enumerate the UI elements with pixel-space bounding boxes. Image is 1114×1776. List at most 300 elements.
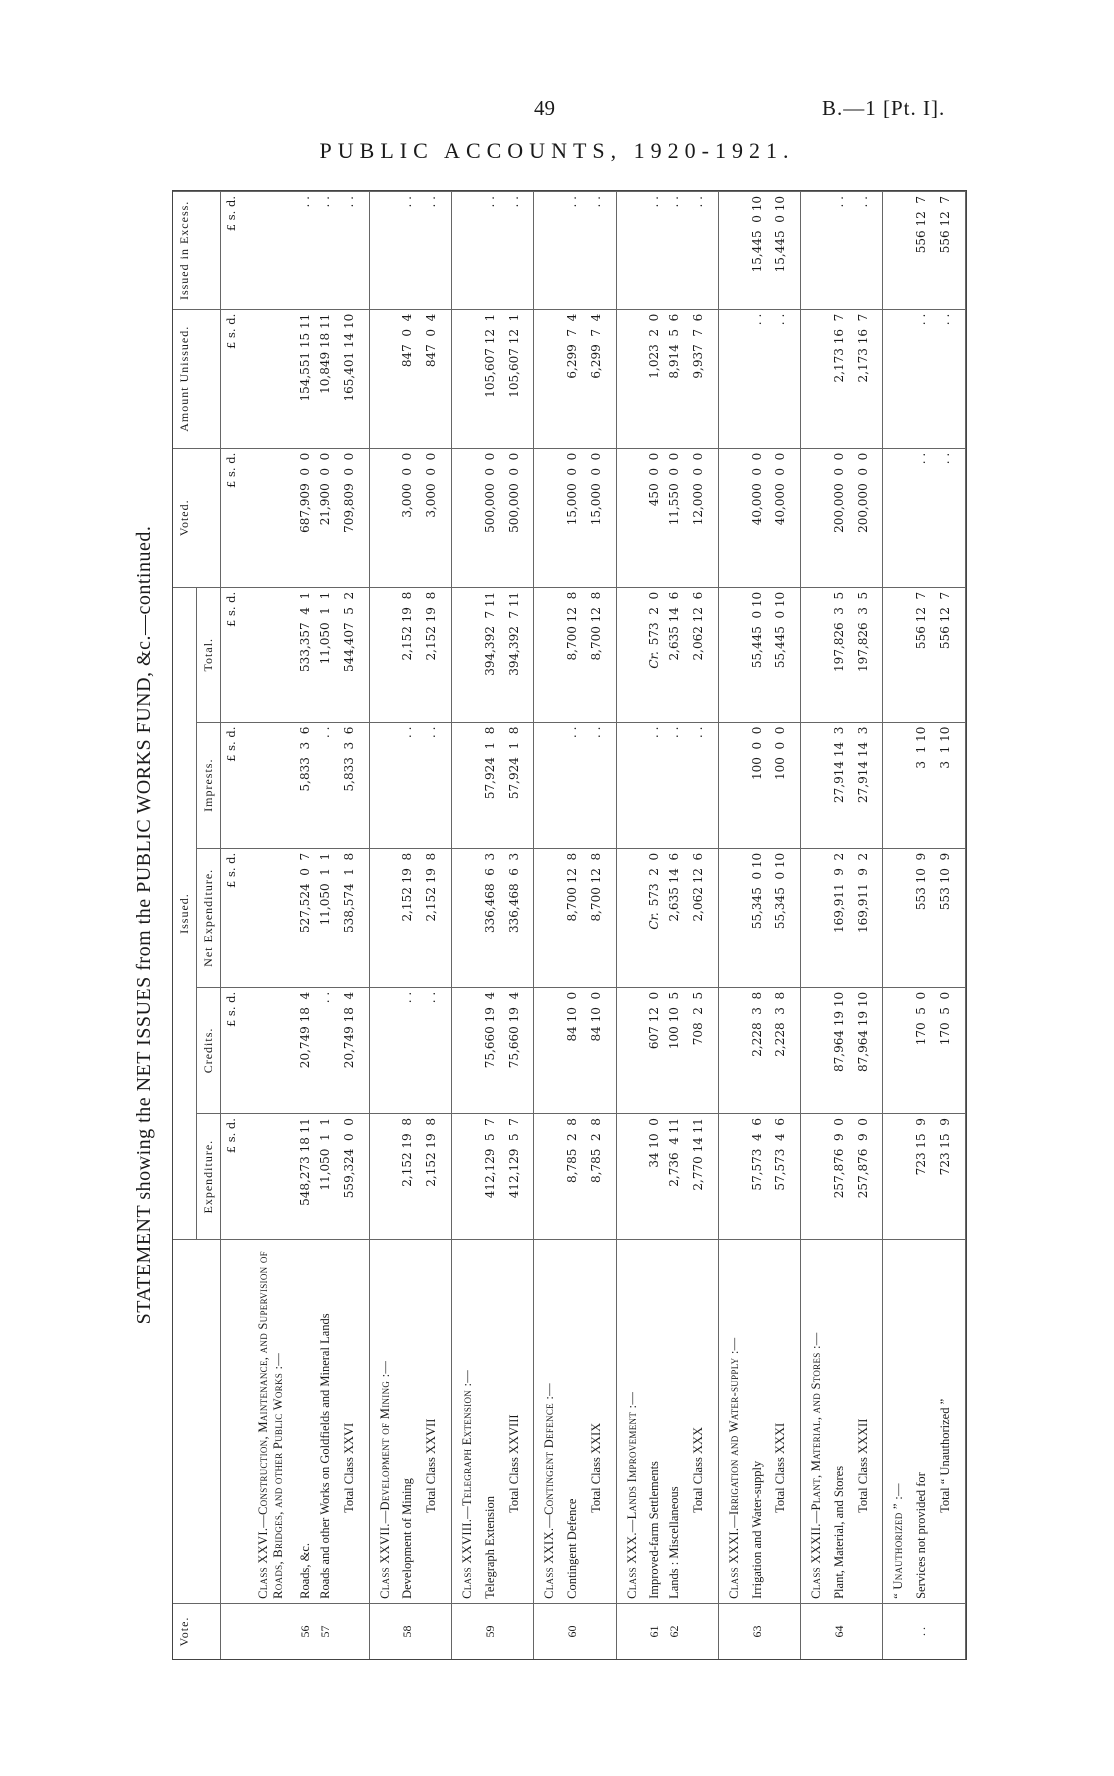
amount-net — [801, 848, 832, 987]
amount-exp — [420, 1114, 451, 1240]
vote-row — [298, 192, 318, 1660]
amount-voted — [769, 448, 800, 587]
amount-net — [832, 848, 852, 987]
amount-value: . . — [855, 196, 870, 208]
amount-value: 75,660 19 4 — [482, 991, 497, 1069]
unit-label: £ s. d. — [221, 192, 248, 310]
amount-imp — [647, 722, 667, 848]
amount-net — [503, 848, 534, 987]
amount-value: . . — [318, 991, 333, 1004]
amount-unissued — [503, 309, 534, 448]
amount-excess — [934, 192, 965, 310]
amount-tot — [420, 587, 451, 722]
amount-excess — [503, 192, 534, 310]
vote-number: 58 — [400, 1603, 420, 1659]
amount-net — [883, 848, 914, 987]
amount-imp — [318, 722, 338, 848]
amount-voted — [400, 448, 420, 587]
amount-exp — [667, 1114, 687, 1240]
row-description: Improved-farm Settlements — [647, 1240, 667, 1604]
amount-value: 8,785 2 8 — [588, 1118, 603, 1183]
amount-excess — [452, 192, 483, 310]
header-net-expenditure: Net Expenditure. — [197, 848, 221, 987]
amount-value: . . — [506, 196, 521, 208]
amount-value: 544,407 5 2 — [341, 591, 356, 672]
amount-exp — [338, 1114, 369, 1240]
amount-net — [565, 848, 585, 987]
amount-value: . . — [341, 196, 356, 208]
amount-excess — [585, 192, 616, 310]
vote-number — [616, 1603, 647, 1659]
vote-number — [801, 1603, 832, 1659]
class-total-row — [934, 192, 965, 1660]
amount-value: . . — [400, 196, 415, 208]
amount-net — [750, 848, 770, 987]
amount-value: 57,924 1 8 — [506, 726, 521, 800]
amount-imp — [934, 722, 965, 848]
amount-excess — [801, 192, 832, 310]
amount-value: 709,809 0 0 — [341, 452, 356, 533]
vote-number — [769, 1603, 800, 1659]
vote-number — [503, 1603, 534, 1659]
amount-value: 607 12 0 — [647, 991, 662, 1050]
amount-exp — [534, 1114, 565, 1240]
amount-exp — [750, 1114, 770, 1240]
amount-voted — [298, 448, 318, 587]
class-heading-row — [452, 192, 483, 1660]
amount-value: 11,050 1 1 — [318, 852, 333, 926]
vote-number — [420, 1603, 451, 1659]
vote-number: 60 — [565, 1603, 585, 1659]
amount-exp — [801, 1114, 832, 1240]
header-credits: Credits. — [197, 987, 221, 1113]
amount-value: . . — [914, 452, 929, 465]
amount-tot — [298, 587, 318, 722]
amount-exp — [369, 1114, 400, 1240]
row-description: Development of Mining — [400, 1240, 420, 1604]
amount-value: . . — [938, 452, 953, 465]
amount-tot — [750, 587, 770, 722]
amount-exp — [248, 1114, 298, 1240]
amount-value: 533,357 4 1 — [298, 591, 313, 672]
vote-number — [585, 1603, 616, 1659]
amount-net — [616, 848, 647, 987]
unit-label: £ s. d. — [221, 722, 248, 848]
amount-tot — [647, 587, 667, 722]
amount-exp — [298, 1114, 318, 1240]
amount-value: 57,573 4 6 — [749, 1118, 764, 1191]
amount-cred — [420, 987, 451, 1113]
amount-value: 15,445 0 10 — [773, 196, 788, 273]
amount-voted — [852, 448, 883, 587]
vote-number: 62 — [667, 1603, 687, 1659]
amount-voted — [750, 448, 770, 587]
amount-value: 200,000 0 0 — [831, 452, 846, 533]
amount-value: 723 15 9 — [938, 1118, 953, 1176]
amount-cred — [852, 987, 883, 1113]
amount-value: 40,000 0 0 — [773, 452, 788, 526]
class-total-row — [687, 192, 718, 1660]
amount-excess — [298, 192, 318, 310]
amount-imp — [750, 722, 770, 848]
vote-number — [934, 1603, 965, 1659]
amount-imp — [534, 722, 565, 848]
amount-cred — [647, 987, 667, 1113]
amount-value: 559,324 0 0 — [341, 1118, 356, 1199]
amount-value: 11,550 0 0 — [667, 452, 682, 526]
amount-net — [400, 848, 420, 987]
amount-net — [369, 848, 400, 987]
class-heading-row — [801, 192, 832, 1660]
amount-value: 20,749 18 4 — [298, 991, 313, 1069]
amount-unissued — [687, 309, 718, 448]
amount-value: 394,392 7 11 — [506, 591, 521, 676]
amount-value: 2,770 14 11 — [691, 1118, 706, 1191]
amount-tot — [400, 587, 420, 722]
row-description: Class XXXI.—Irrigation and Water-supply :— — [718, 1240, 749, 1604]
amount-voted — [616, 448, 647, 587]
amount-value: . . — [400, 991, 415, 1004]
vote-number — [338, 1603, 369, 1659]
amount-cred — [750, 987, 770, 1113]
amount-exp — [452, 1114, 483, 1240]
header-row-1 — [173, 192, 197, 1660]
row-description: “ Unauthorized ” :— — [883, 1240, 914, 1604]
amount-tot — [318, 587, 338, 722]
amount-unissued — [452, 309, 483, 448]
row-description: Roads, &c. — [298, 1240, 318, 1604]
amount-voted — [248, 448, 298, 587]
amount-value: 8,700 12 8 — [588, 591, 603, 661]
amount-value: 9,937 7 6 — [691, 313, 706, 379]
amount-exp — [832, 1114, 852, 1240]
amount-value: . . — [424, 991, 439, 1004]
row-description: Total Class XXX — [687, 1240, 718, 1604]
amount-exp — [483, 1114, 503, 1240]
amount-value: 11,050 1 1 — [318, 1118, 333, 1191]
amount-imp — [483, 722, 503, 848]
amount-voted — [934, 448, 965, 587]
amount-voted — [420, 448, 451, 587]
amount-exp — [318, 1114, 338, 1240]
amount-value: . . — [565, 196, 580, 208]
amount-tot — [667, 587, 687, 722]
amount-value: 2,152 19 8 — [424, 591, 439, 661]
vote-number: 61 — [647, 1603, 667, 1659]
amount-imp — [687, 722, 718, 848]
amount-value: 170 5 0 — [938, 991, 953, 1046]
amount-value: . . — [647, 196, 662, 208]
amount-value: . . — [318, 196, 333, 208]
amount-net — [718, 848, 749, 987]
amount-voted — [585, 448, 616, 587]
amount-tot — [616, 587, 647, 722]
vote-row — [318, 192, 338, 1660]
vote-number — [852, 1603, 883, 1659]
amount-value: 847 0 4 — [400, 313, 415, 368]
row-description: Class XXVIII.—Telegraph Extension :— — [452, 1240, 483, 1604]
amount-tot — [718, 587, 749, 722]
unit-label: £ s. d. — [221, 587, 248, 722]
amount-value: 336,468 6 3 — [506, 852, 521, 933]
amount-value: 100 10 5 — [667, 991, 682, 1050]
amount-unissued — [934, 309, 965, 448]
amount-value: 500,000 0 0 — [506, 452, 521, 533]
amount-value: 169,911 9 2 — [855, 852, 870, 933]
amount-value: 394,392 7 11 — [482, 591, 497, 676]
amount-voted — [718, 448, 749, 587]
amount-exp — [718, 1114, 749, 1240]
amount-net — [647, 848, 667, 987]
amount-excess — [616, 192, 647, 310]
amount-value: 336,468 6 3 — [482, 852, 497, 933]
row-description: Lands : Miscellaneous — [667, 1240, 687, 1604]
amount-value: 8,785 2 8 — [565, 1118, 580, 1183]
row-description: Telegraph Extension — [483, 1240, 503, 1604]
amount-exp — [852, 1114, 883, 1240]
document-reference: B.—1 [Pt. I]. — [822, 96, 946, 120]
amount-unissued — [647, 309, 667, 448]
amount-value: 12,000 0 0 — [691, 452, 706, 526]
amount-value: 556 12 7 — [914, 591, 929, 650]
amount-unissued — [718, 309, 749, 448]
amount-cred — [914, 987, 934, 1113]
header-voted: Voted. — [173, 448, 221, 587]
amount-imp — [914, 722, 934, 848]
amount-unissued — [248, 309, 298, 448]
amount-value: 84 10 0 — [565, 991, 580, 1042]
vote-number — [718, 1603, 749, 1659]
amount-value: 2,635 14 6 — [667, 591, 682, 661]
class-total-row — [585, 192, 616, 1660]
amount-value: 450 0 0 — [647, 452, 662, 507]
amount-exp — [934, 1114, 965, 1240]
amount-excess — [338, 192, 369, 310]
amount-cred — [369, 987, 400, 1113]
row-description: Total Class XXIX — [585, 1240, 616, 1604]
row-description: Plant, Material, and Stores — [832, 1240, 852, 1604]
amount-imp — [400, 722, 420, 848]
amount-value: 27,914 14 3 — [855, 726, 870, 803]
amount-value: 100 0 0 — [749, 726, 764, 781]
row-description: Total Class XXXI — [769, 1240, 800, 1604]
amount-value: 6,299 7 4 — [565, 313, 580, 379]
amount-cred — [832, 987, 852, 1113]
amount-cred — [565, 987, 585, 1113]
amount-value: 57,573 4 6 — [773, 1118, 788, 1191]
amount-cred — [934, 987, 965, 1113]
amount-imp — [616, 722, 647, 848]
amount-value: 154,551 15 11 — [298, 313, 313, 402]
amount-value: 2,173 16 7 — [831, 313, 846, 383]
vote-row — [832, 192, 852, 1660]
amount-unissued — [801, 309, 832, 448]
vote-number — [687, 1603, 718, 1659]
amount-voted — [914, 448, 934, 587]
class-heading-row — [883, 192, 914, 1660]
amount-excess — [750, 192, 770, 310]
amount-value: 11,050 1 1 — [318, 591, 333, 665]
amount-unissued — [420, 309, 451, 448]
amount-exp — [585, 1114, 616, 1240]
credit-marker: Cr. — [647, 651, 662, 669]
amount-value: 100 0 0 — [773, 726, 788, 781]
amount-unissued — [750, 309, 770, 448]
amount-value: 165,401 14 10 — [341, 313, 356, 402]
amount-net — [585, 848, 616, 987]
amount-tot — [934, 587, 965, 722]
unit-label: £ s. d. — [221, 1114, 248, 1240]
row-description: Total Class XXXII — [852, 1240, 883, 1604]
amount-cred — [400, 987, 420, 1113]
amount-value: 170 5 0 — [914, 991, 929, 1046]
amount-value: 2,152 19 8 — [424, 1118, 439, 1187]
amount-cred — [248, 987, 298, 1113]
amount-tot — [369, 587, 400, 722]
amount-net — [318, 848, 338, 987]
amount-value: 15,000 0 0 — [565, 452, 580, 526]
amount-value: 573 2 0 — [647, 852, 662, 907]
amount-tot — [503, 587, 534, 722]
vote-number — [883, 1603, 914, 1659]
amount-value: 548,273 18 11 — [298, 1118, 313, 1206]
amount-value: 15,445 0 10 — [749, 196, 764, 273]
amount-excess — [318, 192, 338, 310]
amount-voted — [452, 448, 483, 587]
amount-excess — [647, 192, 667, 310]
class-total-row — [503, 192, 534, 1660]
amount-value: 27,914 14 3 — [831, 726, 846, 803]
amount-exp — [914, 1114, 934, 1240]
amount-value: 84 10 0 — [588, 991, 603, 1042]
amount-tot — [534, 587, 565, 722]
vote-row — [400, 192, 420, 1660]
row-description: Class XXX.—Lands Improvement :— — [616, 1240, 647, 1604]
amount-unissued — [483, 309, 503, 448]
statement-body — [221, 192, 966, 1660]
amount-value: 55,345 0 10 — [773, 852, 788, 930]
amount-voted — [832, 448, 852, 587]
amount-tot — [452, 587, 483, 722]
amount-value: 75,660 19 4 — [506, 991, 521, 1069]
class-heading-row — [616, 192, 647, 1660]
row-description: Class XXIX.—Contingent Defence :— — [534, 1240, 565, 1604]
amount-value: 527,524 0 7 — [298, 852, 313, 933]
amount-value: 3 1 10 — [938, 726, 953, 769]
amount-value: . . — [318, 726, 333, 739]
amount-cred — [616, 987, 647, 1113]
amount-cred — [667, 987, 687, 1113]
amount-tot — [585, 587, 616, 722]
amount-tot — [687, 587, 718, 722]
vote-number: 56 — [298, 1603, 318, 1659]
header-amount-unissued: Amount Unissued. — [173, 309, 221, 448]
amount-imp — [248, 722, 298, 848]
amount-cred — [503, 987, 534, 1113]
amount-tot — [914, 587, 934, 722]
amount-value: 412,129 5 7 — [482, 1118, 497, 1199]
amount-imp — [420, 722, 451, 848]
amount-unissued — [769, 309, 800, 448]
amount-value: . . — [938, 313, 953, 326]
amount-cred — [769, 987, 800, 1113]
amount-value: 5,833 3 6 — [298, 726, 313, 792]
amount-value: 8,700 12 8 — [588, 852, 603, 922]
units-row — [221, 192, 248, 1660]
amount-voted — [318, 448, 338, 587]
amount-imp — [718, 722, 749, 848]
amount-value: 847 0 4 — [424, 313, 439, 368]
amount-voted — [667, 448, 687, 587]
class-heading-row — [534, 192, 565, 1660]
amount-value: 538,574 1 8 — [341, 852, 356, 933]
amount-imp — [883, 722, 914, 848]
vote-number: 63 — [750, 1603, 770, 1659]
unit-label: £ s. d. — [221, 848, 248, 987]
amount-exp — [647, 1114, 667, 1240]
amount-excess — [248, 192, 298, 310]
amount-value: 55,445 0 10 — [773, 591, 788, 669]
amount-value: 3,000 0 0 — [424, 452, 439, 518]
amount-value: 8,700 12 8 — [565, 591, 580, 661]
amount-value: . . — [588, 196, 603, 208]
amount-cred — [534, 987, 565, 1113]
amount-imp — [852, 722, 883, 848]
amount-value: . . — [773, 313, 788, 326]
row-description: Roads and other Works on Goldfields and Mineral Lands — [318, 1240, 338, 1604]
vote-number — [248, 1603, 298, 1659]
amount-net — [667, 848, 687, 987]
vote-number — [534, 1603, 565, 1659]
amount-imp — [769, 722, 800, 848]
vote-row — [667, 192, 687, 1660]
amount-value: 2,736 4 11 — [667, 1118, 682, 1187]
amount-value: 169,911 9 2 — [831, 852, 846, 933]
amount-unissued — [585, 309, 616, 448]
amount-value: 2,152 19 8 — [400, 852, 415, 922]
amount-value: 2,228 3 8 — [773, 991, 788, 1057]
amount-voted — [534, 448, 565, 587]
amount-cred — [585, 987, 616, 1113]
amount-value: 21,900 0 0 — [318, 452, 333, 526]
amount-value: . . — [691, 726, 706, 739]
amount-value: 55,445 0 10 — [749, 591, 764, 669]
amount-value: 500,000 0 0 — [482, 452, 497, 533]
amount-value: . . — [914, 313, 929, 326]
amount-value: . . — [831, 196, 846, 208]
amount-value: 257,876 9 0 — [855, 1118, 870, 1199]
amount-excess — [483, 192, 503, 310]
amount-value: 2,173 16 7 — [855, 313, 870, 383]
header-description — [173, 1240, 221, 1604]
amount-excess — [565, 192, 585, 310]
amount-value: 2,152 19 8 — [400, 591, 415, 661]
amount-value: 105,607 12 1 — [506, 313, 521, 398]
page-number: 49 — [534, 96, 555, 120]
amount-unissued — [883, 309, 914, 448]
amount-unissued — [667, 309, 687, 448]
amount-voted — [503, 448, 534, 587]
amount-value: . . — [667, 726, 682, 739]
amount-cred — [452, 987, 483, 1113]
amount-value: . . — [588, 726, 603, 739]
amount-value: . . — [298, 196, 313, 208]
amount-value: 2,635 14 6 — [667, 852, 682, 922]
amount-value: 8,914 5 6 — [667, 313, 682, 379]
amount-value: 87,964 19 10 — [831, 991, 846, 1072]
amount-net — [338, 848, 369, 987]
amount-value: 2,228 3 8 — [749, 991, 764, 1057]
